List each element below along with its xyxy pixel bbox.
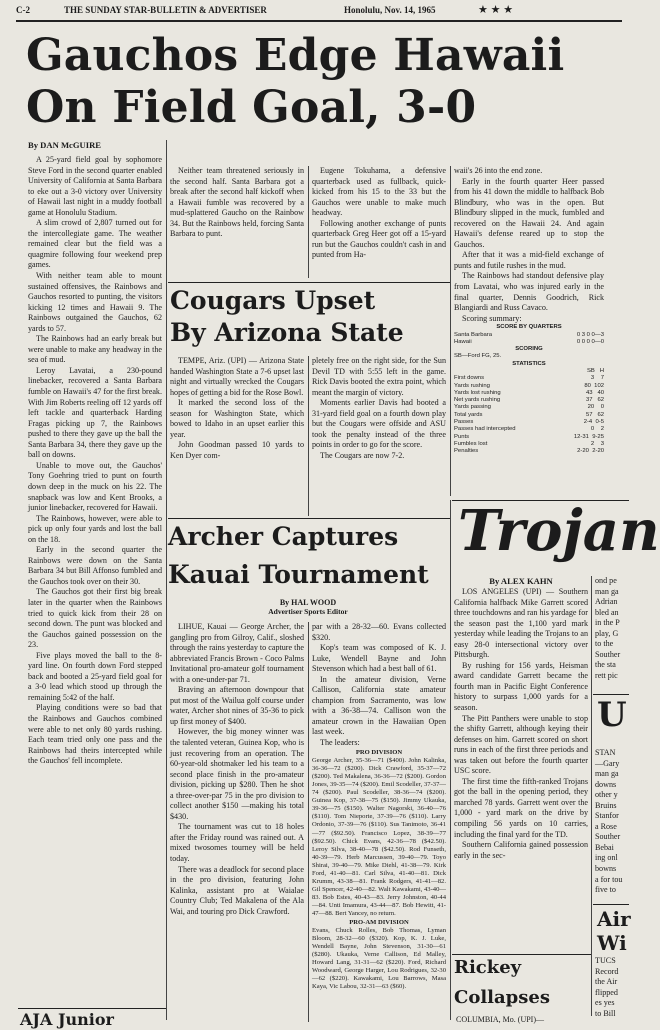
paragraph: The Rainbows had standout defensive play from Lavatai, who was injured early in the final quarter, Dennis Goodrich, Rick Blangiardi and Russ Cavaco. [454,271,604,313]
paragraph: Early in the second quarter the Rainbows were down on the Santa Barbara 34 but Bill Affonso fumbled and the Gauchos took over on their 30. [28,545,162,586]
paragraph: Neither team threatened seriously in the second half. Santa Barbara got a break after the second half kickoff when a Hawaii fumble was recovered by a mud-splattered Gaucho on the Rainbow 34. But the Rainbows held, forcing Santa Barbara to punt. [170,166,304,239]
paragraph: TEMPE, Ariz. (UPI) — Arizona State handed Washington State a 7-6 upset last night and virtually wrecked the Cougars hopes of getting a bid for the Rose Bowl. [170,356,304,397]
cougars-headline-line1: Cougars Upset [170,286,376,315]
column-divider [308,356,309,516]
paragraph: LOS ANGELES (UPI) — Southern California halfback Mike Garrett scored three touchdowns and ran his yardage for the season past the 1,100 yard mark yesterday while leading the Trojans to an easy 28-0 intersectional victory over Pittsburgh. [454,587,588,660]
trojan-byline: By ALEX KAHN [489,576,553,586]
scoring-line: SB—Ford FG, 25. [454,353,502,360]
cougars-headline-line2: By Arizona State [170,318,404,347]
archer-byline-title: Advertiser Sports Editor [268,607,348,616]
paper-name: THE SUNDAY STAR-BULLETIN & ADVERTISER [64,5,267,15]
paragraph: Playing conditions were so bad that the Rainbows and Gauchos combined were able to net only 80 yards rushing. Each team tried only one pass and the Rainbows had theirs intercepted while the Gauchos' fell incomplete. [28,703,162,766]
main-story-column-4 [454,166,604,456]
section-rule [18,1008,166,1009]
cougars-column-2 [312,356,446,461]
cougars-column-1 [170,356,304,461]
trojan-column-2-fragments: ond pe man ga Adrian bled an in the P play, G to the Souther the sta rett pic [595,576,621,680]
paragraph: par with a 28-32—60. Evans collected $320. [312,622,446,642]
archer-column-1 [170,622,304,917]
stats-row: Yards lost rushing 43 40 [454,389,604,396]
air-headline-line2: Wi [597,931,627,955]
stats-row: Yards passing 20 0 [454,404,604,411]
archer-headline-line2: Kauai Tournament [168,560,429,589]
stats-row: Fumbles lost 2 3 [454,440,604,447]
archer-byline: By HAL WOOD [279,598,337,607]
score-row: Santa Barbara 0 3 0 0—3 [454,331,604,338]
column-divider [166,140,167,1020]
paragraph: In the amateur division, Verne Callison, California state amateur champion from Sacramento, was low with a 36-38—74. Callison won the amateur crown in the Hawaiian Open last week. [312,674,446,737]
paragraph: waii's 26 into the end zone. [454,166,543,175]
masthead-stars: ★ ★ ★ [478,4,514,16]
stats-header: SB H [586,367,604,374]
score-row: Hawaii 0 0 0 0—0 [454,338,604,345]
score-by-quarters-title: SCORE BY QUARTERS [496,324,562,331]
right-edge-fragments: STAN —Gary man ga downs other y Bruins Stanfor a Rose Souther Bebai ing onl bowns a for tou five to [595,748,623,895]
main-story-column-2 [170,166,304,240]
stats-row: Passes had intercepted 0 2 [454,426,604,433]
column-divider [308,622,309,1022]
paragraph: A 25-yard field goal by sophomore Steve Ford in the second quarter enabled University of California at Santa Barbara to eke out a 3-0 victory over University of Hawaii last night in a muddy football game at Honolulu Stadium. [28,155,162,217]
paragraph: The tournament was cut to 18 holes after the Friday round was rained out. A mixed twosomes tourney will be held today. [170,822,304,864]
scoring-title: SCORING [515,346,543,353]
main-headline-line2: On Field Goal, 3-0 [26,82,477,133]
pro-am-division-title: PRO-AM DIVISION [349,918,409,926]
statistics-title: STATISTICS [512,360,546,367]
paragraph: Unable to move out, the Gauchos' Tony Goehring tried to punt on fourth down deep in the muck on his 22. The snapback was low and Kent Brooks, a junior linebacker, recovered for Hawaii. [28,460,162,513]
paragraph: Leroy Lavatai, a 230-pound linebacker, recovered a Santa Barbara fumble on Hawaii's 47 for the first break. With Jim Roberts reeling off 12 yards off left tackle and quarterback Harding Fragas picking up 7, the Rainbows pushed to there they gave up the ball the Santa Barbara 34, there they gave up the ball on downs. [28,365,162,460]
stats-row: Punts 12-31 9-25 [454,433,604,440]
column-divider [450,166,451,496]
paragraph: However, the big money winner was the talented veteran, Guinea Kop, who is just recovering from an operation. The 60-year-old shotmaker led his team to a second place finish in the pro-amateur division, picking up $280. Then he shot a three-over-par 75 in the pro division to collect another $150 —making his total $430. [170,727,304,821]
section-rule [168,282,450,283]
stats-row: Passes 2-4 0-5 [454,419,604,426]
paragraph: The first time the fifth-ranked Trojans got the ball in the opening period, they marched 78 yards. Garrett went over the 1,000 - yard mark on the drive by compiling 56 yards on 10 carries, including the final yard for the TD. [454,776,588,839]
paragraph: The Cougars are now 7-2. [320,450,405,460]
paragraph: After that it was a mid-field exchange of punts and futile rushes in the mud. [454,250,604,270]
aja-junior-headline: AJA Junior [20,1010,114,1029]
box-score [454,324,604,455]
column-divider [450,500,451,1020]
main-byline: By DAN McGUIRE [28,140,102,150]
column-divider [308,166,309,278]
paragraph: The Rainbows, however, were able to pick up only four yards and lost the ball on the 18. [28,513,162,544]
archer-column-2 [312,622,446,991]
paragraph: The Rainbows had an early break but were unable to make any headway in the sea of mud. [28,334,162,365]
paragraph: Southern California gained possession early in the sec- [454,840,588,860]
golf-leaders [312,749,446,992]
main-headline-line1: Gauchos Edge Hawaii [26,30,565,81]
air-headline-line1: Air [597,907,631,931]
masthead-rule [16,20,622,22]
page-number: C-2 [16,5,30,15]
paragraph: The leaders: [320,738,360,748]
paragraph: Following another exchange of punts quarterback Greg Heer got off a 15-yard run but the Gauchos couldn't cash in and punted from Ha- [312,218,446,260]
paragraph: The Gauchos got their first big break later in the quarter when the Rainbows tried to quick kick from their 28 on second down. The punt was blocked and the Gauchos gained possession on the 23. [28,587,162,650]
stats-row: Yards rushing 80 102 [454,382,604,389]
paragraph: A slim crowd of 2,807 turned out for the intercollegiate game. The weather remained clear but the field was a quagmire following four weekend prep games. [28,218,162,270]
section-rule [593,904,629,905]
paragraph: Braving an afternoon downpour that put most of the Wailua golf course under water, Archer shot nines of 35-36 to pick up first money of $400. [170,685,304,726]
main-story-column-1 [28,140,162,767]
pro-division-title: PRO DIVISION [355,748,403,756]
paragraph: John Goodman passed 10 yards to Ken Dyer com- [170,440,304,460]
paragraph: Eugene Tokuhama, a defensive quarterback used as fullback, quick-kicked from his 15 to the 33 but the Gauchos were unable to make much headway. [312,166,446,218]
stats-row: Total yards 57 62 [454,411,604,418]
dateline: Honolulu, Nov. 14, 1965 [344,5,436,15]
section-rule [168,518,450,519]
paragraph: By rushing for 156 yards, Heisman award candidate Garrett became the fourth man in Pacific Eight Conference history to surpass 1,000 yards for a season. [454,660,588,713]
stats-row: Penalties 2-20 2-20 [454,448,604,455]
paragraph: There was a deadlock for second place in the pro division, featuring John Kalinka, assistant pro at Waialae Country Club; Ted Makalena of the Ala Wai, and touring pro Dick Crawford. [170,864,304,916]
trojan-headline: Trojan [458,498,660,564]
stats-row: Net yards rushing 37 62 [454,397,604,404]
trojan-column-1 [454,576,588,861]
right-edge-headline-letter: U [597,695,627,735]
main-story-column-3 [312,166,446,261]
pro-am-division-list: Evans, Chuck Rolles, Bob Thomas, Lyman Bloom, 28-32—60 ($320). Kop, K. J. Luke, Wendell Bayne, John Stevenson, 31-30—61 ($280). Ukauka, Verne Callison, Ed Malley, Howard Lang, 31-31—62 ($220). Ford, Richard Woodward, George Harger, Lou Rodrigues, 32-30—62 ($220). Kawakami, Lou Barrows, Masa Kaya, Vic Labou, 32-31—63 ($60). [312,926,446,991]
pro-division-list: George Archer, 35-36—71 ($400). John Kalinka, 36-36—72 ($200). Dick Crawford, 35-37—72 ($200). Ted Makalena, 36-36—72 ($200). Gordon Jones, 39-35—74 ($200). Emil Scodeller, 37-37—74 ($200). Paul Scodeller, 38-36—74 ($200). Guinea Kop, 37-38—75 ($150). Jimmy Ukauka, 39-36—75 ($150). Walter Nagorski, 36-40—76 ($110). Tom Nieporte, 37-39—76 ($110). Larry Ordonio, 37-39—76 ($110). Sus Tanimoto, 36-41—77 ($92.50). Francisco Lopez, 38-39—77 ($92.50). Chick Evans, 42-36—78 ($42.50). Leroy Silva, 38-40—78 ($42.50). Rod Funseth, 40-39—79. Herb Marcussen, 39-40—79. Toyo Shirai, 39-40—79. Mike Diehl, 41-38—79. Kirk Ford, 41-40—81. Carl Silva, 41-40—81. Dick Krumm, 43-38—81. Frank Rodgers, 41-41—82. Gil Spencer, 42-40—82. Walt Kawakami, 43-40—83. Bob Estes, 40-43—83. Jerry Johnston, 40-44—84. Unti Imamura, 43-44—87. Bob Hewitt, 41-47—88. Bert Yancey, no return. [312,756,446,918]
paragraph: LIHUE, Kauai — George Archer, the gangling pro from Gilroy, Calif., sloshed through the rains yesterday to capture the abbreviated Francis Brown - Coco Palms Invitational pro-amateur golf tournament with a one-under-par 71. [170,622,304,684]
rickey-dateline: COLUMBIA, Mo. (UPI)— [456,1015,544,1024]
rickey-headline-line1: Rickey [454,957,522,978]
column-divider [591,576,592,1016]
paragraph: Scoring summary: [462,313,522,323]
paragraph: The Pitt Panthers were unable to stop the shifty Garrett, although keying their defenses on him. Garrett scored on short runs in each of the first three periods and was taken out before the fourth quarter USC score. [454,713,588,776]
stats-row: First downs 3 7 [454,375,604,382]
air-fragments: TUCS Record the Air flipped es yes to Bill [595,956,619,1018]
archer-headline-line1: Archer Captures [168,522,399,551]
rickey-headline-line2: Collapses [454,987,550,1008]
paragraph: Kop's team was composed of K. J. Luke, Wendell Bayne and John Stevenson which had a best ball of 61. [312,643,446,674]
section-rule [452,954,591,955]
paragraph: Moments earlier Davis had booted a 31-yard field goal on a fourth down play but the Cougars were offside and ASU took the penalty instead of the three points in order to go for the score. [312,398,446,450]
paragraph: pletely free on the right side, for the Sun Devil TD with 5:55 left in the game. Rick Davis booted the extra point, which meant the margin of victory. [312,356,446,397]
paragraph: It marked the second loss of the season for Washington State, which bowed to Idaho in an upset earlier this year. [170,398,304,439]
paragraph: With neither team able to mount sustained offensives, the Rainbows and Gauchos resorted to punting, the visitors kicking 12 times and Hawaii 9. The Rainbows outgained the Gauchos, 62 yards to 57. [28,271,162,333]
paragraph: Five plays moved the ball to the 8-yard line. On fourth down Ford stepped back and booted a 25-yard field goal for a 3-0 lead which stood up through the remaining 5:42 of the half. [28,650,162,702]
paragraph: Early in the fourth quarter Heer passed from his 41 down the middle to halfback Bob Blindbury, who was in the open. But Blindbury slipped in the muck, fumbled and recovered on the Hawaii 24. And again Hawaii's defense reared up to stop the Gauchos. [454,176,604,249]
